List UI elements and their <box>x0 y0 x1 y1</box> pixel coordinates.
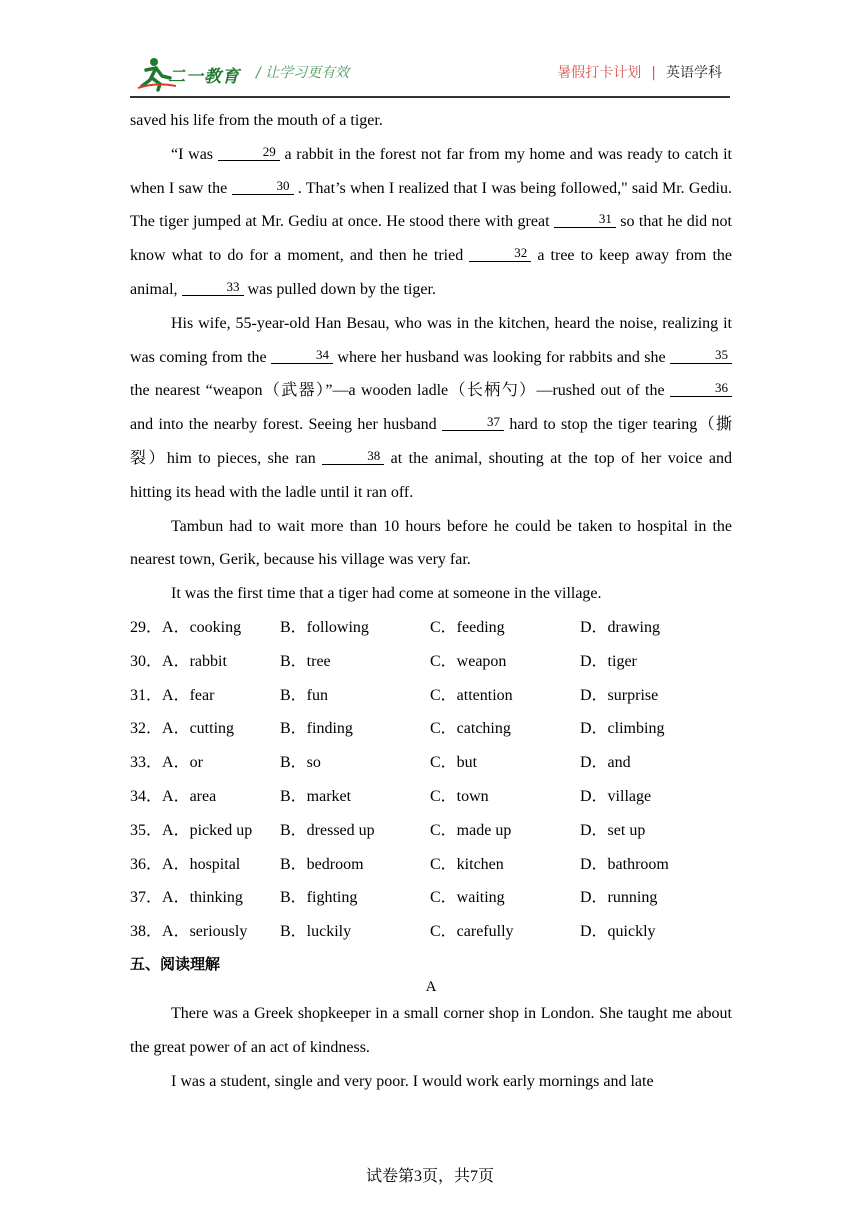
option-text: A．rabbit <box>162 652 227 670</box>
passage-text: a rabbit in the forest not far from my home and was ready to catch it when I saw the <box>130 145 732 197</box>
question-number: 32． <box>130 720 163 738</box>
header-separator: | <box>651 65 656 81</box>
option-cell <box>580 915 730 949</box>
header-divider <box>130 96 730 98</box>
option-cell <box>130 712 280 746</box>
passage-text: a tree to keep away from the animal, <box>130 247 732 298</box>
option-cell <box>130 645 280 679</box>
question-row <box>130 848 732 882</box>
option-cell <box>580 746 730 780</box>
question-row <box>130 915 732 949</box>
option-text: D．tiger <box>580 652 637 670</box>
option-text: B．fighting <box>280 889 358 907</box>
options-list <box>130 611 732 949</box>
question-row <box>130 712 732 746</box>
question-row <box>130 780 732 814</box>
option-cell <box>280 746 430 780</box>
passage-text: saved his life from the mouth of a tiger. <box>130 112 383 129</box>
option-text: C．attention <box>430 686 513 704</box>
option-cell <box>430 611 580 645</box>
option-text: C．weapon <box>430 652 507 670</box>
question-row <box>130 814 732 848</box>
option-text: C．feeding <box>430 618 505 636</box>
question-number: 33． <box>130 754 163 772</box>
slogan: / 让学习更有效 <box>256 65 350 81</box>
option-cell <box>280 645 430 679</box>
option-cell <box>580 611 730 645</box>
option-text: D．running <box>580 889 658 907</box>
option-text: D．set up <box>580 821 646 839</box>
option-cell <box>430 881 580 915</box>
passage-paragraph <box>130 510 732 578</box>
option-cell <box>130 881 280 915</box>
reading-passage <box>130 997 732 1098</box>
option-cell <box>430 848 580 882</box>
blank-number: 31 <box>554 211 616 228</box>
question-row <box>130 645 732 679</box>
option-text: B．fun <box>280 686 329 704</box>
page-header <box>130 52 730 96</box>
option-cell <box>280 814 430 848</box>
option-text: B．finding <box>280 720 353 738</box>
passage-text: “I was <box>171 145 218 163</box>
option-cell <box>580 881 730 915</box>
option-text: D．and <box>580 754 631 772</box>
option-cell <box>130 746 280 780</box>
option-text: B．dressed up <box>280 821 375 839</box>
option-cell <box>430 814 580 848</box>
passage-text: was pulled down by the tiger. <box>243 280 436 298</box>
passage-text: Tambun had to wait more than 10 hours before he could be taken to hospital in the nearest town, Gerik, because his village was very far. <box>130 517 732 569</box>
option-text: B．market <box>280 787 352 805</box>
option-text: C．waiting <box>430 889 505 907</box>
option-text: D．village <box>580 787 652 805</box>
option-text: C．town <box>430 787 489 805</box>
option-text: B．following <box>280 618 369 636</box>
option-cell <box>580 645 730 679</box>
question-number: 30． <box>130 652 163 670</box>
passage-text: at the animal, shouting at the top of her voice and hitting its head with the ladle until it ran off. <box>130 449 732 501</box>
passage-text: the nearest “weapon（武器）”—a wooden ladle（长柄勺）—rushed out of the <box>130 382 670 400</box>
question-number: 37． <box>130 889 163 907</box>
option-cell <box>130 611 280 645</box>
option-cell <box>130 848 280 882</box>
option-text: D．drawing <box>580 618 660 636</box>
option-text: B．so <box>280 754 321 772</box>
option-cell <box>430 780 580 814</box>
question-number: 38． <box>130 923 163 941</box>
question-row <box>130 611 732 645</box>
blank-number: 38 <box>322 448 384 465</box>
option-text: A．cooking <box>162 618 242 636</box>
blank-number: 37 <box>442 414 504 431</box>
part-label: A <box>425 978 437 995</box>
question-number: 31． <box>130 686 163 704</box>
question-row <box>130 679 732 713</box>
option-text: A．or <box>162 754 203 772</box>
option-cell <box>280 679 430 713</box>
option-cell <box>580 712 730 746</box>
subject-label: 英语学科 <box>666 65 722 81</box>
option-text: C．catching <box>430 720 511 738</box>
blank-number: 32 <box>469 245 531 262</box>
question-number: 29． <box>130 618 163 636</box>
passage-paragraph <box>130 577 732 611</box>
option-cell <box>580 679 730 713</box>
passage-paragraph <box>130 104 732 138</box>
question-row <box>130 746 732 780</box>
logo-text: 二一教育 <box>168 67 240 87</box>
question-row <box>130 881 732 915</box>
cloze-passage <box>130 104 732 611</box>
passage-text: His wife, 55-year-old Han Besau, who was in the kitchen, heard the noise, realizing it was coming from the <box>130 314 732 366</box>
reading-paragraph: I was a student, single and very poor. I would work early mornings and late <box>171 1072 654 1090</box>
option-cell <box>280 712 430 746</box>
question-number: 34． <box>130 787 163 805</box>
option-cell <box>130 915 280 949</box>
option-text: C．made up <box>430 821 512 839</box>
option-text: C．but <box>430 754 478 772</box>
option-text: A．cutting <box>162 720 235 738</box>
option-text: A．thinking <box>162 889 243 907</box>
question-number: 36． <box>130 855 163 873</box>
option-text: D．bathroom <box>580 855 669 873</box>
passage-text: hard to stop the tiger tearing（撕裂）him to pieces, she ran <box>130 416 732 467</box>
option-cell <box>430 712 580 746</box>
option-cell <box>430 915 580 949</box>
option-cell <box>280 915 430 949</box>
option-text: A．picked up <box>162 821 253 839</box>
blank-number: 36 <box>670 380 732 397</box>
option-cell <box>580 780 730 814</box>
section-title: 五、阅读理解 <box>130 954 221 973</box>
option-text: C．carefully <box>430 923 514 941</box>
option-text: A．seriously <box>162 923 248 941</box>
option-cell <box>280 611 430 645</box>
option-text: B．bedroom <box>280 855 364 873</box>
option-text: B．tree <box>280 652 331 670</box>
page-content <box>130 104 732 1098</box>
blank-number: 34 <box>271 347 333 364</box>
option-text: A．fear <box>162 686 215 704</box>
blank-number: 30 <box>232 178 294 195</box>
passage-text: and into the nearby forest. Seeing her husband <box>130 416 442 434</box>
passage-text: . That’s when I realized that I was being followed," said Mr. Gediu. The tiger jumped at Mr. Gediu at once. He stood there with great <box>130 179 733 231</box>
option-text: B．luckily <box>280 923 352 941</box>
question-number: 35． <box>130 821 163 839</box>
option-cell <box>130 814 280 848</box>
option-cell <box>130 780 280 814</box>
passage-paragraph <box>130 307 732 510</box>
blank-number: 33 <box>182 279 244 296</box>
plan-label: 暑假打卡计划 <box>557 65 642 81</box>
option-cell <box>580 814 730 848</box>
option-cell <box>580 848 730 882</box>
passage-text: so that he did not know what to do for a moment, and then he tried <box>130 213 733 265</box>
option-cell <box>280 848 430 882</box>
option-text: D．quickly <box>580 923 656 941</box>
option-text: D．climbing <box>580 720 665 738</box>
passage-paragraph <box>130 138 732 307</box>
option-text: D．surprise <box>580 686 659 704</box>
header-right <box>557 62 722 82</box>
option-text: C．kitchen <box>430 855 504 873</box>
blank-number: 29 <box>218 144 280 161</box>
option-cell <box>130 679 280 713</box>
option-cell <box>280 780 430 814</box>
reading-paragraph: There was a Greek shopkeeper in a small corner shop in London. She taught me about the great power of an act of kindness. <box>130 1004 732 1056</box>
passage-text: It was the first time that a tiger had come at someone in the village. <box>171 585 602 603</box>
option-cell <box>430 679 580 713</box>
page-footer: 试卷第3页，共7页 <box>365 1168 494 1185</box>
option-cell <box>430 746 580 780</box>
passage-text: where her husband was looking for rabbits and she <box>333 348 670 366</box>
option-cell <box>280 881 430 915</box>
blank-number: 35 <box>670 347 732 364</box>
option-cell <box>430 645 580 679</box>
option-text: A．hospital <box>162 855 241 873</box>
option-text: A．area <box>162 787 217 805</box>
